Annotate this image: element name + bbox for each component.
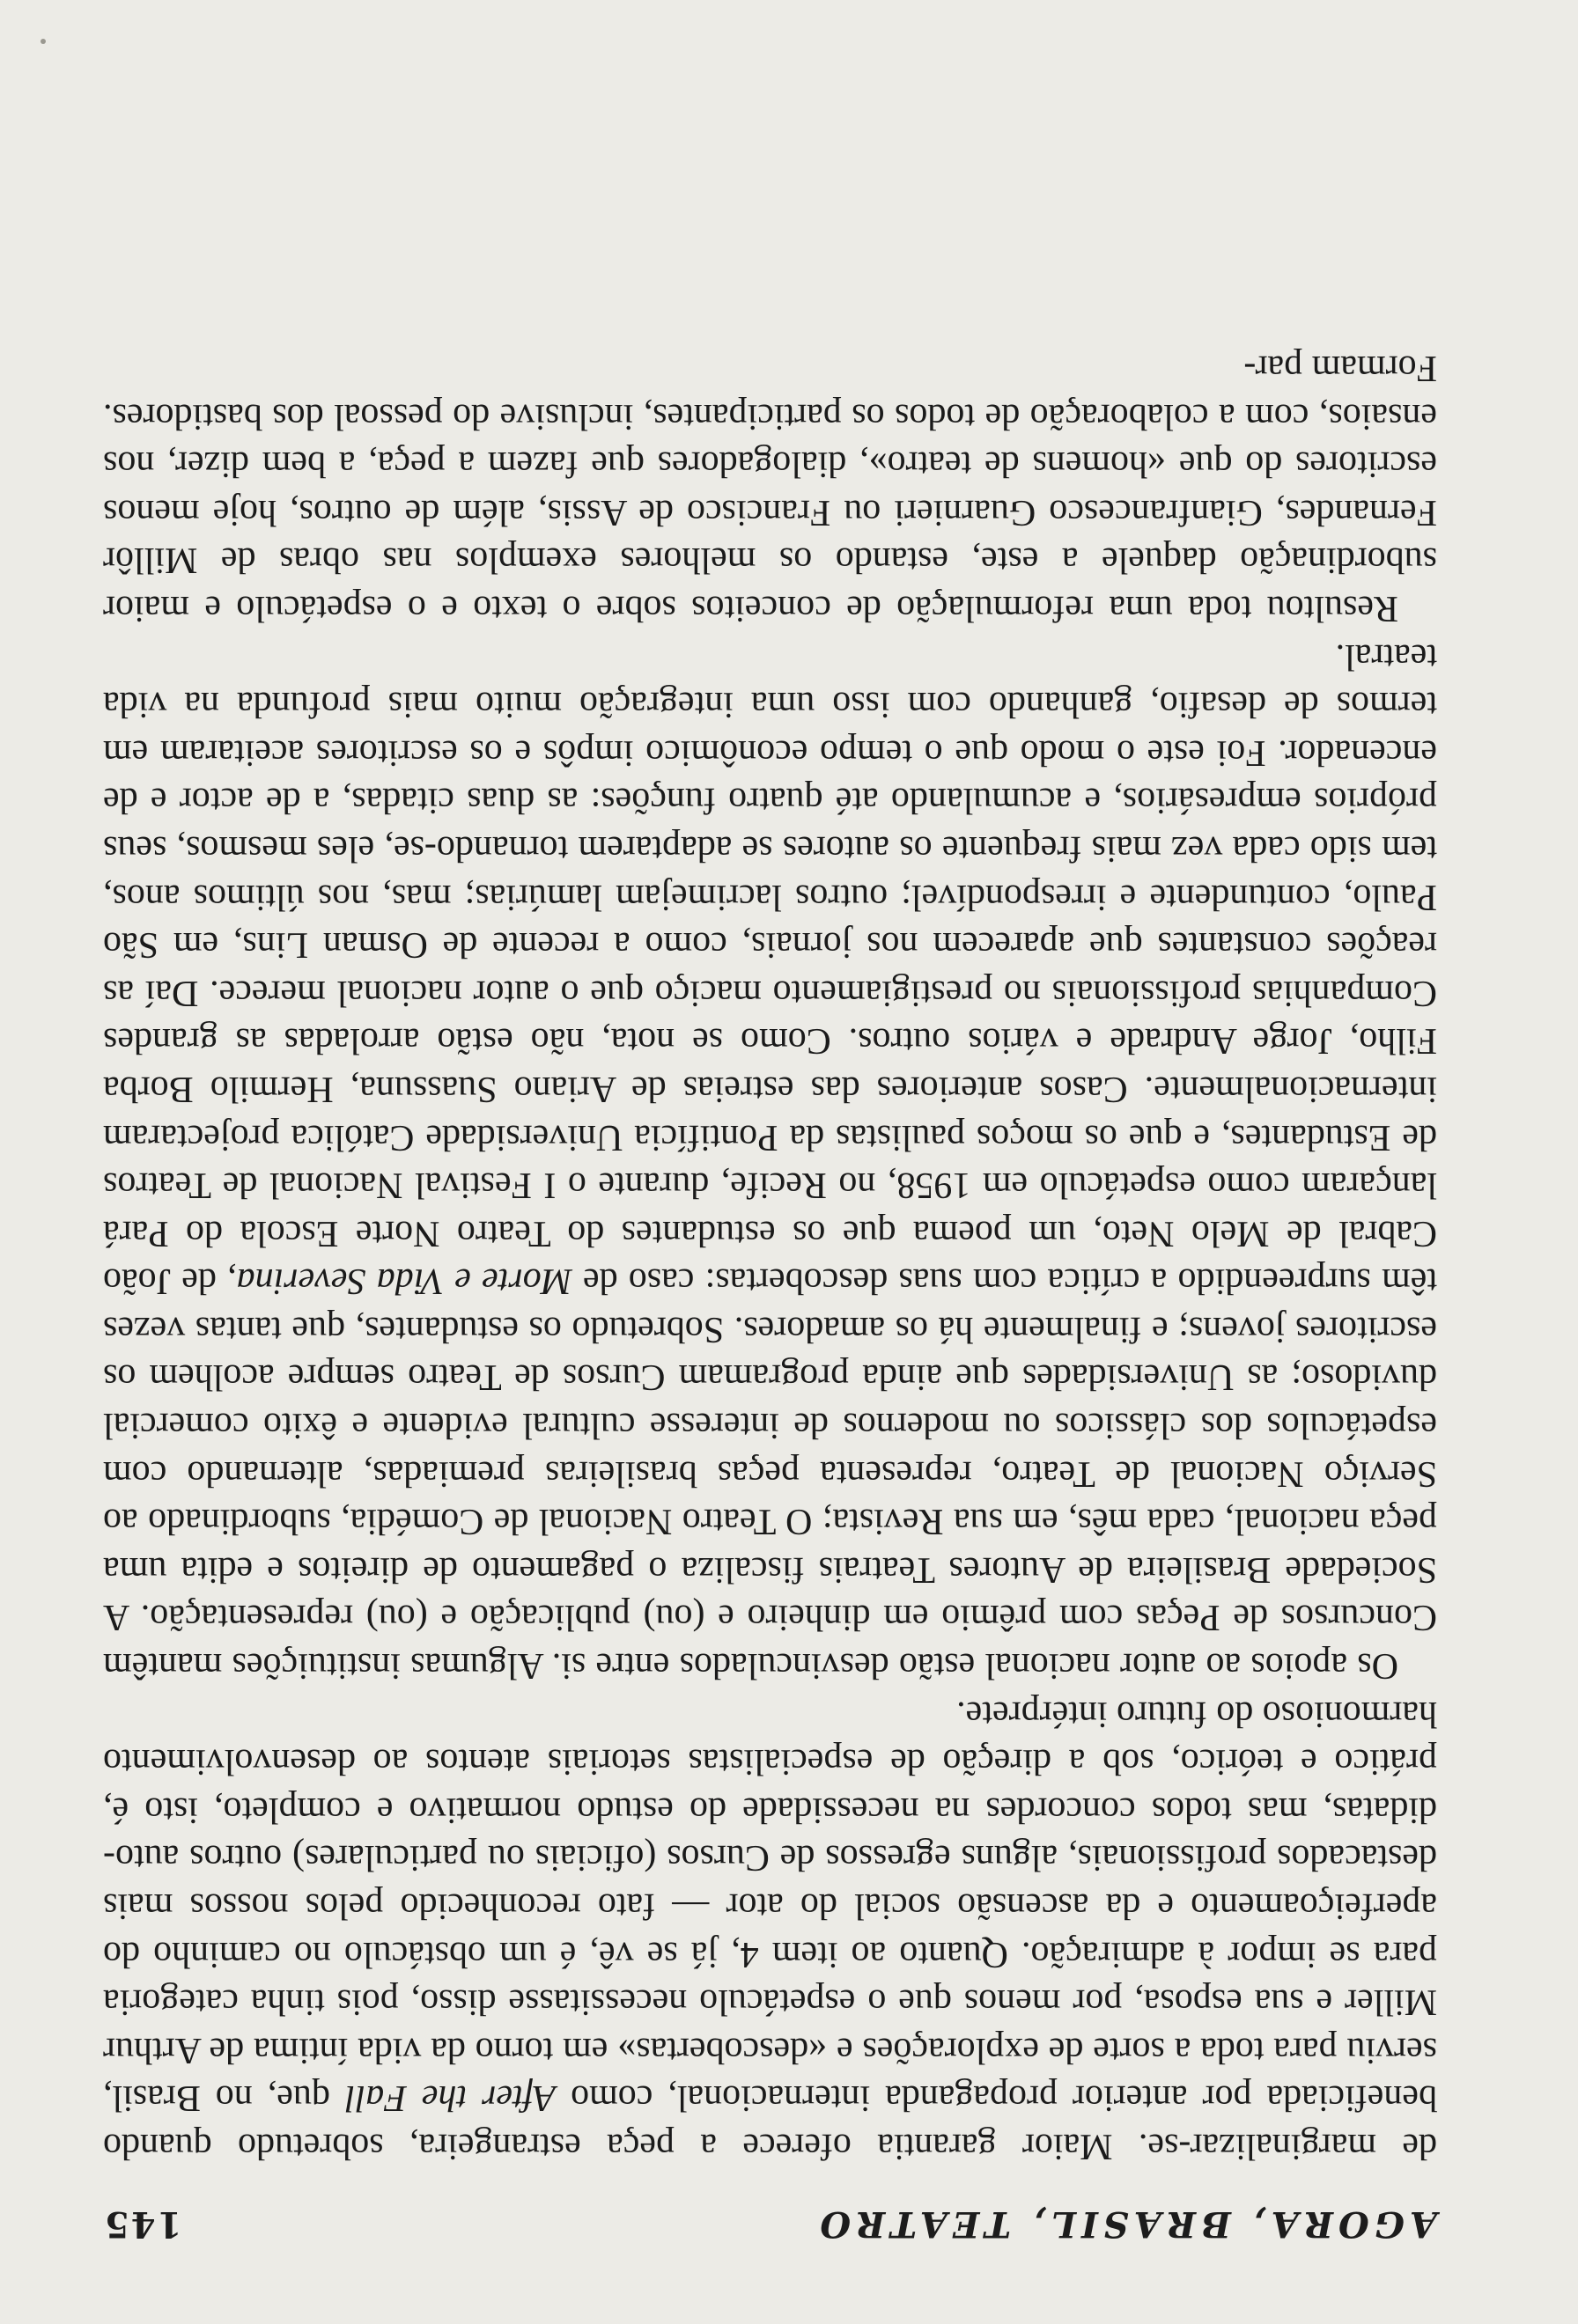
paragraph-text: de marginalizar-se. Maior garantia oferece a peça estrangeira, sobretudo quando beneficiada por anterior propaganda internacional, como: [103, 2078, 1437, 2166]
paragraph-text: que, no Brasil, serviu para toda a sorte de explorações e «descobertas» em torno da vida íntima de Arthur Miller e sua esposa, por menos que o espetáculo necessitasse disso, pois tinha categoria para se impor à admiração. Quanto ao item 4, já se vê, é um obstáculo no caminho do aperfeiçoamento e da ascensão social do ator — fato reconhecido pelos nossos mais destacados profissionais, alguns egressos de Cursos (oficiais ou particulares) outros auto-didatas, mas todos concordes na necessidade do estudo normativo e completo, isto é, prático e teórico, sob a direção de especialistas setoriais atentos ao desenvolvimento harmonioso do futuro intérprete.: [102, 1693, 1437, 2119]
paragraph: [103, 632, 1437, 1689]
italic-title: After the Fall: [344, 2078, 557, 2119]
paragraph: [103, 343, 1437, 632]
paragraph-text: , de João Cabral de Melo Neto, um poema que os estudantes do Teatro Norte Escola do Pará lançaram como espetáculo em 1958, no Recife, durante o I Festival Nacional de Teatros de Estudantes, e que os moços paulistas da Pontifícia Universidade Católica projectaram internacionalmente. Casos anteriores das estreias de Ariano Suassuna, Hermilo Borba Filho, Jorge Andrade e vários outros. Como se nota, não estão arroladas as grandes Companhias profissionais no prestigiamento maciço que o autor nacional merece. Daí as reações constantes que aparecem nos jornais, como a recente de Osman Lins, em São Paulo, contundente e irrespondível; outros lacrimejam lamúrias; mas, nos últimos anos, tem sido cada vez mais frequente os autores se adaptarem tornando-se, eles mesmos, seus próprios empresários, e acumulando até quatro funções: as duas citadas, a de actor e de encenador. Foi este o modo que o tempo econômico impôs e os escritores aceitaram em termos de desafio, ganhando com isso uma integração muito mais profunda na vida teatral.: [103, 636, 1437, 1302]
running-header: [103, 2192, 1437, 2245]
body-text: [103, 343, 1437, 2170]
paragraph-text: Resultou toda uma reformulação de conceitos sobre o texto e o espetáculo e maior subordinação daquele a este, estando os melhores exemplos nas obras de Millôr Fernandes, Gianfrancesco Guarnieri ou Francisco de Assis, além de outros, hoje menos escritores do que «homens de teatro», dialogadores que fazem a peça, a bem dizer, nos ensaios, com a colaboração de todos os participantes, inclusive do pessoal dos bastidores. Formam par-: [103, 348, 1437, 629]
paper-speck: [41, 39, 46, 44]
running-title: AGORA, BRASIL, TEATRO: [815, 2203, 1437, 2245]
page-number: 145: [103, 2203, 182, 2245]
paragraph-text: Os apoios ao autor nacional estão desvinculados entre si. Algumas instituições mantêm Concursos de Peças com prêmio em dinheiro e (ou) publicação e (ou) representação. A Sociedade Brasileira de Autores Teatrais fiscaliza o pagamento de direitos e edita uma peça nacional, cada mês, em sua Revista; O Teatro Nacional de Comédia, subordinado ao Serviço Nacional de Teatro, representa peças brasileiras premiadas, alternando com espetáculos dos clássicos ou modernos de interesse cultural evidente e êxito comercial duvidoso; as Universidades que ainda programam Cursos de Teatro sempre acolhem os escritores jovens; e finalmente há os amadores. Sobretudo os estudantes, que tantas vezes têm surpreendido a crítica com suas descobertas: caso de: [103, 1261, 1437, 1687]
paragraph: [103, 1689, 1437, 2170]
italic-title: Morte e Vida Severina: [236, 1261, 572, 1302]
